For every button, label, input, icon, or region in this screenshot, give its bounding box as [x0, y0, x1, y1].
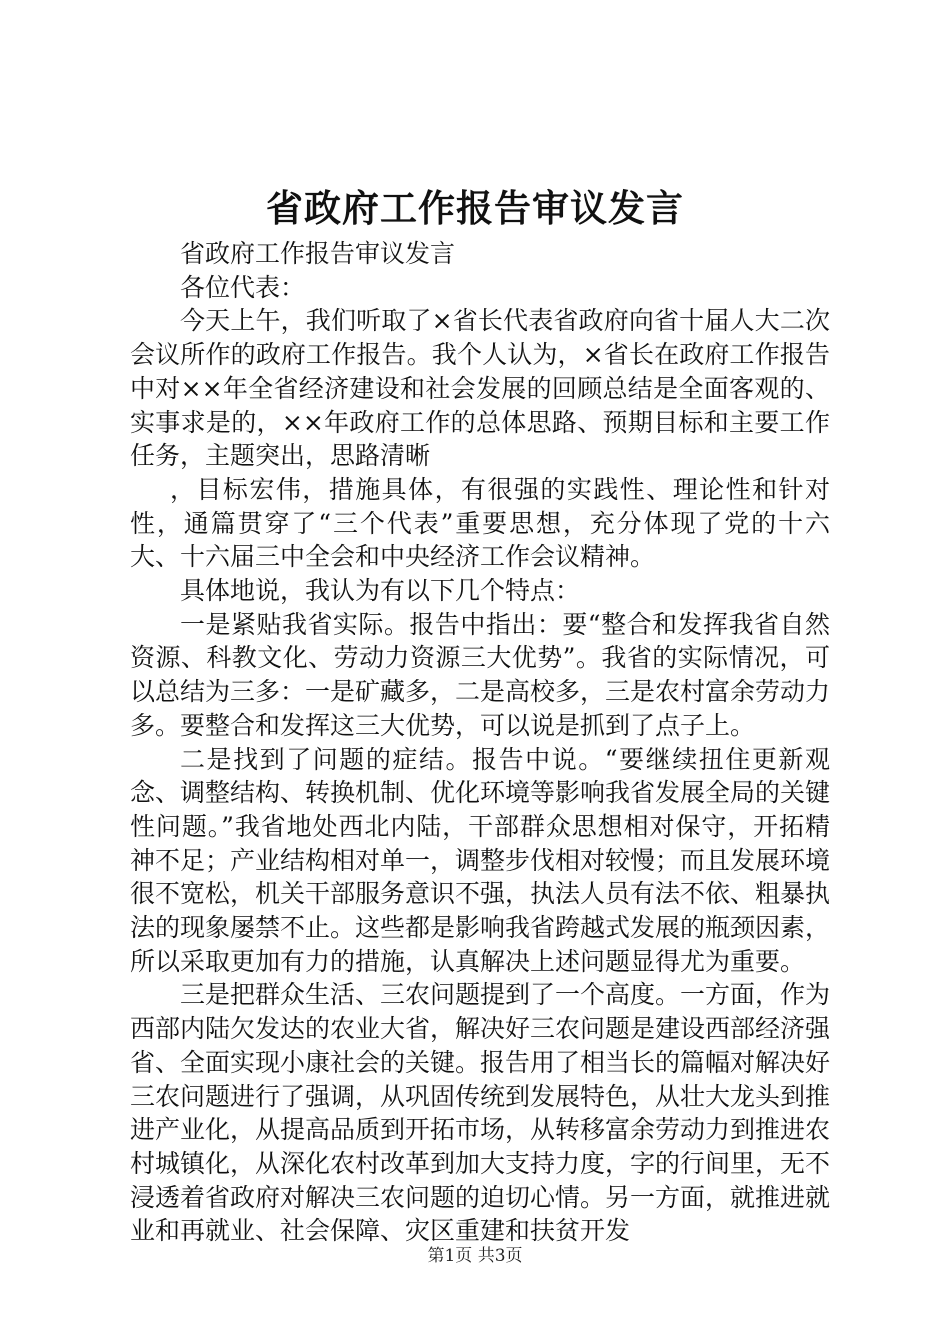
paragraph-intro: 今天上午，我们听取了×省长代表省政府向省十届人大二次会议所作的政府工作报告。我个人认为，×省长在政府工作报告中对××年全省经济建设和社会发展的回顾总结是全面客观的、实事求是的，××年政府工作的总体思路、预期目标和主要工作任务，主题突出，思路清晰	[130, 306, 830, 471]
paragraph-feature-one: 一是紧贴我省实际。报告中指出：要“整合和发挥我省自然资源、科教文化、劳动力资源三大优势”。我省的实际情况，可以总结为三多：一是矿藏多，二是高校多，三是农村富余劳动力多。要整合和发挥这三大优势，可以说是抓到了点子上。	[130, 609, 831, 740]
page-footer: 第1页 共3页	[427, 1246, 523, 1266]
paragraph-feature-two: 二是找到了问题的症结。报告中说。“要继续扭住更新观念、调整结构、转换机制、优化环境等影响我省发展全局的关键性问题。”我省地处西北内陆，干部群众思想相对保守，开拓精神不足；产业结构相对单一，调整步伐相对较慢；而且发展环境很不宽松，机关干部服务意识不强，执法人员有法不依、粗暴执法的现象屡禁不止。这些都是影响我省跨越式发展的瓶颈因素，所以采取更加有力的措施，认真解决上述问题显得尤为重要。	[130, 744, 831, 976]
document-title: 省政府工作报告审议发言	[266, 186, 684, 230]
paragraph-salutation: 各位代表：	[180, 272, 306, 302]
paragraph-subtitle: 省政府工作报告审议发言	[180, 239, 456, 268]
paragraph-feature-three: 三是把群众生活、三农问题提到了一个高度。一方面，作为西部内陆欠发达的农业大省，解决好三农问题是建设西部经济强省、全面实现小康社会的关键。报告用了相当长的篇幅对解决好三农问题进行了强调，从巩固传统到发展特色，从壮大龙头到推进产业化，从提高品质到开拓市场，从转移富余劳动力到推进农村城镇化，从深化农村改革到加大支持力度，字的行间里，无不浸透着省政府对解决三农问题的迫切心情。另一方面，就推进就业和再就业、社会保障、灾区重建和扶贫开发	[130, 980, 831, 1246]
paragraph-intro-continued: ，目标宏伟，措施具体，有很强的实践性、理论性和针对性，通篇贯穿了“三个代表”重要思想，充分体现了党的十六大、十六届三中全会和中央经济工作会议精神。	[130, 474, 830, 572]
paragraph-features-lead: 具体地说，我认为有以下几个特点：	[180, 576, 581, 606]
document-body	[130, 237, 830, 1248]
